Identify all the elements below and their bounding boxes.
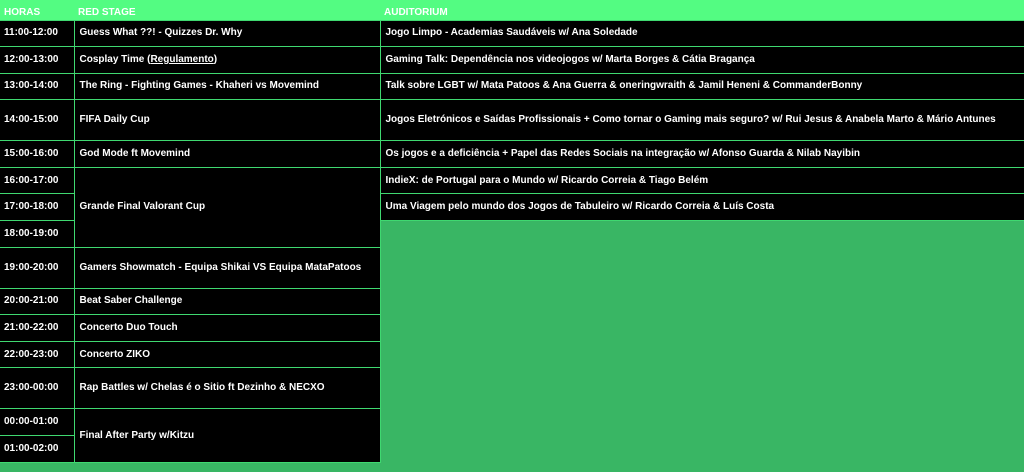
red-stage-event: Concerto Duo Touch (74, 315, 380, 342)
regulamento-link[interactable]: Regulamento (150, 53, 214, 65)
red-stage-event: Concerto ZIKO (74, 341, 380, 368)
red-stage-event: Guess What ??! - Quizzes Dr. Why (74, 20, 380, 47)
auditorium-event: Uma Viagem pelo mundo dos Jogos de Tabuleiro w/ Ricardo Correia & Luís Costa (380, 194, 1024, 221)
red-stage-event: Gamers Showmatch - Equipa Shikai VS Equipa MataPatoos (74, 247, 380, 288)
auditorium-event: IndieX: de Portugal para o Mundo w/ Ricardo Correia & Tiago Belém (380, 167, 1024, 194)
hour-cell: 20:00-21:00 (0, 288, 74, 315)
red-stage-event: Final After Party w/Kitzu (74, 409, 380, 462)
red-stage-event: God Mode ft Movemind (74, 141, 380, 168)
auditorium-event: Os jogos e a deficiência + Papel das Redes Sociais na integração w/ Afonso Guarda & Nilab Nayibin (380, 141, 1024, 168)
hour-cell: 01:00-02:00 (0, 436, 74, 463)
red-stage-event: Grande Final Valorant Cup (74, 167, 380, 247)
hour-cell: 18:00-19:00 (0, 221, 74, 248)
schedule-row (0, 20, 1024, 47)
hour-cell: 21:00-22:00 (0, 315, 74, 342)
hour-cell: 17:00-18:00 (0, 194, 74, 221)
auditorium-event: Jogos Eletrónicos e Saídas Profissionais + Como tornar o Gaming mais seguro? w/ Rui Jesus & Anabela Marto & Mário Antunes (380, 100, 1024, 141)
schedule-row (0, 47, 1024, 74)
hour-cell: 11:00-12:00 (0, 20, 74, 47)
hour-cell: 19:00-20:00 (0, 247, 74, 288)
schedule-row (0, 167, 1024, 194)
event-text: Cosplay Time ( (79, 53, 151, 65)
auditorium-event: Jogo Limpo - Academias Saudáveis w/ Ana Soledade (380, 20, 1024, 47)
red-stage-event: FIFA Daily Cup (74, 100, 380, 141)
header-auditorium: AUDITORIUM (380, 0, 1024, 20)
hour-cell: 16:00-17:00 (0, 167, 74, 194)
hour-cell: 22:00-23:00 (0, 341, 74, 368)
schedule-row (0, 141, 1024, 168)
schedule-row (0, 100, 1024, 141)
hour-cell: 14:00-15:00 (0, 100, 74, 141)
red-stage-event: Rap Battles w/ Chelas é o Sitio ft Dezinho & NECXO (74, 368, 380, 409)
hour-cell: 00:00-01:00 (0, 409, 74, 436)
hour-cell: 23:00-00:00 (0, 368, 74, 409)
auditorium-empty-area (380, 221, 1024, 463)
hour-cell: 12:00-13:00 (0, 47, 74, 74)
red-stage-event: The Ring - Fighting Games - Khaheri vs Movemind (74, 73, 380, 100)
header-row (0, 0, 1024, 20)
auditorium-event: Talk sobre LGBT w/ Mata Patoos & Ana Guerra & oneringwraith & Jamil Heneni & CommanderBonny (380, 73, 1024, 100)
header-hours: HORAS (0, 0, 74, 20)
auditorium-event: Gaming Talk: Dependência nos videojogos w/ Marta Borges & Cátia Bragança (380, 47, 1024, 74)
red-stage-event: Beat Saber Challenge (74, 288, 380, 315)
hour-cell: 15:00-16:00 (0, 141, 74, 168)
event-text-close: ) (213, 53, 218, 65)
hour-cell: 13:00-14:00 (0, 73, 74, 100)
schedule-row (0, 73, 1024, 100)
red-stage-event (74, 47, 380, 74)
header-red-stage: RED STAGE (74, 0, 380, 20)
